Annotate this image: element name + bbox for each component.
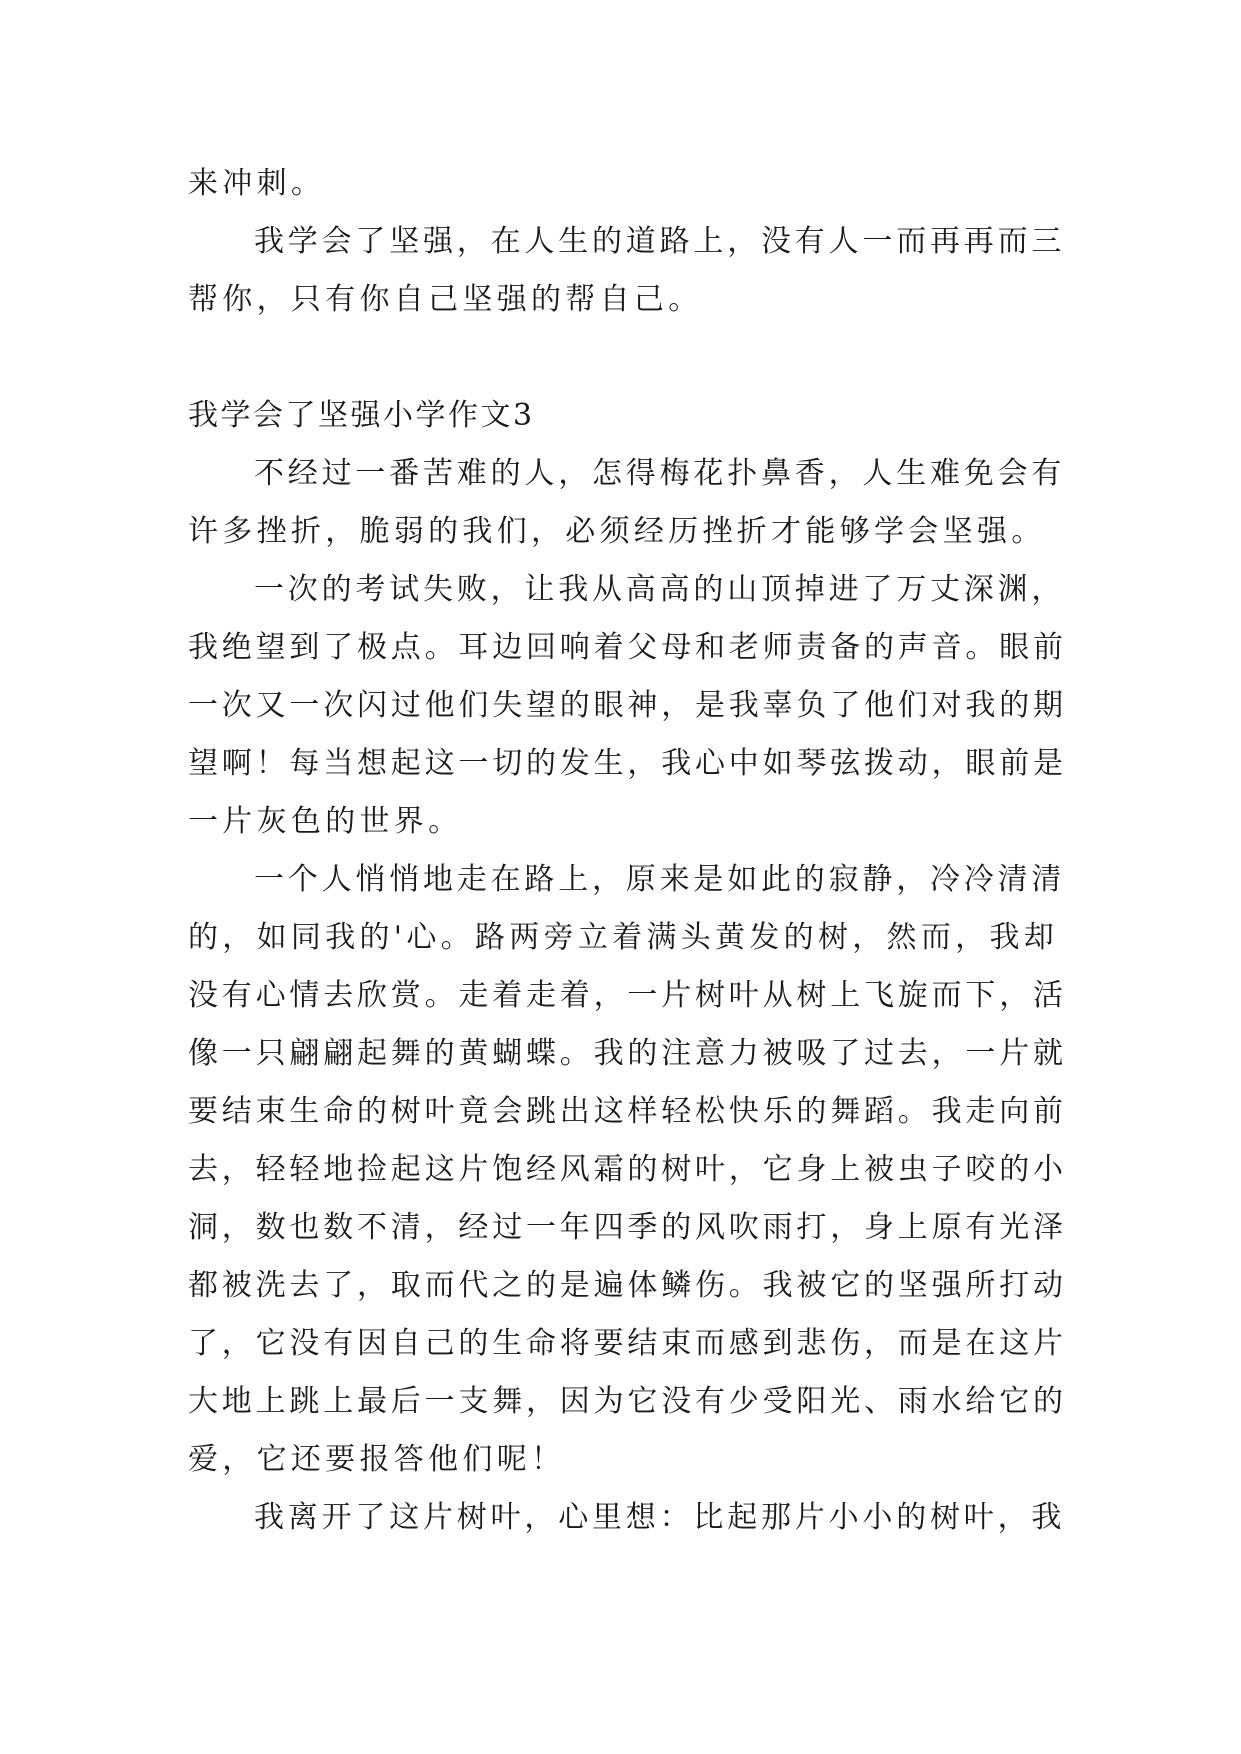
paragraph-line: 没有心情去欣赏。走着走着，一片树叶从树上飞旋而下，活 — [188, 978, 1067, 1013]
paragraph-line: 我学会了坚强，在人生的道路上，没有人一而再再而三 — [254, 224, 1066, 259]
paragraph-line: 一次的考试失败，让我从高高的山顶掉进了万丈深渊， — [254, 572, 1066, 607]
paragraph-line: 我离开了这片树叶，心里想：比起那片小小的树叶，我 — [254, 1500, 1066, 1535]
paragraph-line: 了，它没有因自己的生命将要结束而感到悲伤，而是在这片 — [188, 1326, 1067, 1361]
paragraph-line: 我绝望到了极点。耳边回响着父母和老师责备的声音。眼前 — [188, 630, 1067, 665]
paragraph-line: 要结束生命的树叶竟会跳出这样轻松快乐的舞蹈。我走向前 — [188, 1094, 1067, 1129]
paragraph-line: 许多挫折，脆弱的我们，必须经历挫折才能够学会坚强。 — [188, 514, 1046, 549]
paragraph-line: 去，轻轻地捡起这片饱经风霜的树叶，它身上被虫子咬的小 — [188, 1152, 1067, 1187]
paragraph-line: 帮你，只有你自己坚强的帮自己。 — [188, 282, 703, 317]
paragraph-line: 洞，数也数不清，经过一年四季的风吹雨打，身上原有光泽 — [188, 1210, 1067, 1245]
paragraph-line: 都被洗去了，取而代之的是遍体鳞伤。我被它的坚强所打动 — [188, 1268, 1067, 1303]
paragraph-line: 大地上跳上最后一支舞，因为它没有少受阳光、雨水给它的 — [188, 1384, 1067, 1419]
paragraph-line: 一个人悄悄地走在路上，原来是如此的寂静，冷冷清清 — [254, 862, 1066, 897]
paragraph-line: 爱，它还要报答他们呢！ — [188, 1442, 566, 1477]
paragraph-line: 一片灰色的世界。 — [188, 804, 463, 839]
paragraph-line: 来冲刺。 — [188, 166, 326, 201]
paragraph-line: 像一只翩翩起舞的黄蝴蝶。我的注意力被吸了过去，一片就 — [188, 1036, 1067, 1071]
paragraph-line: 不经过一番苦难的人，怎得梅花扑鼻香，人生难免会有 — [254, 456, 1066, 491]
paragraph-line: 望啊！每当想起这一切的发生，我心中如琴弦拨动，眼前是 — [188, 746, 1067, 781]
paragraph-line: 一次又一次闪过他们失望的眼神，是我辜负了他们对我的期 — [188, 688, 1067, 723]
paragraph-line: 的，如同我的'心。路两旁立着满头黄发的树，然而，我却 — [188, 920, 1059, 955]
section-heading: 我学会了坚强小学作文3 — [188, 398, 535, 433]
